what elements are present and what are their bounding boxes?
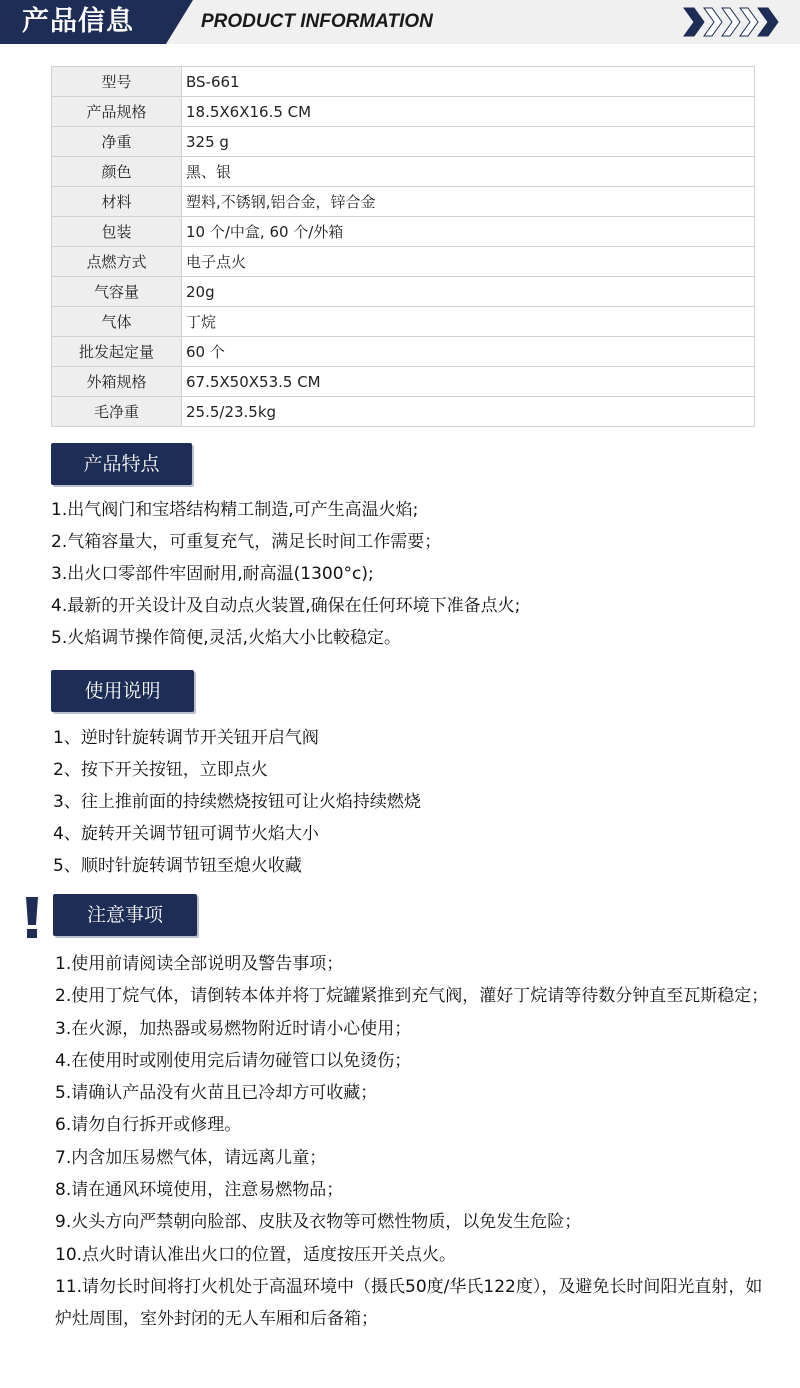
chevron-right-arrows-icon	[682, 6, 786, 38]
spec-label: 气容量	[52, 277, 182, 307]
spec-label: 型号	[52, 67, 182, 97]
feature-item: 5.火焰调节操作简便,灵活,火焰大小比較稳定。	[51, 628, 402, 648]
header-title: 产品信息	[22, 6, 134, 37]
spec-row	[52, 187, 755, 217]
spec-row	[52, 247, 755, 277]
header-subtitle: PRODUCT INFORMATION	[201, 11, 433, 32]
section-header	[0, 0, 800, 44]
features-title: 产品特点	[51, 443, 192, 485]
feature-item: 4.最新的开关设计及自动点火装置,确保在任何环境下准备点火;	[51, 596, 521, 616]
spec-row	[52, 97, 755, 127]
spec-value: 67.5X50X53.5 CM	[182, 367, 755, 397]
note-item: 9.火头方向严禁朝向脸部、皮肤及衣物等可燃性物质，以免发生危险；	[55, 1212, 582, 1233]
spec-value: BS-661	[182, 67, 755, 97]
spec-value: 20g	[182, 277, 755, 307]
usage-item: 3、往上推前面的持续燃烧按钮可让火焰持续燃烧	[53, 792, 421, 812]
spec-value: 18.5X6X16.5 CM	[182, 97, 755, 127]
feature-item: 1.出气阀门和宝塔结构精工制造,可产生高温火焰;	[51, 500, 419, 520]
spec-label: 产品规格	[52, 97, 182, 127]
note-item: 6.请勿自行拆开或修理。	[55, 1115, 242, 1136]
notes-list	[55, 948, 775, 1336]
spec-value: 电子点火	[182, 247, 755, 277]
spec-row	[52, 127, 755, 157]
note-item: 7.内含加压易燃气体，请远离儿童；	[55, 1147, 327, 1168]
spec-row	[52, 67, 755, 97]
note-item: 2.使用丁烷气体，请倒转本体并将丁烷罐紧推到充气阀，灌好丁烷请等待数分钟直至瓦斯稳定；	[55, 986, 769, 1007]
usage-item: 5、顺时针旋转调节钮至熄火收藏	[53, 856, 302, 876]
usage-title: 使用说明	[51, 670, 194, 712]
notes-title: 注意事项	[53, 894, 197, 936]
spec-value: 塑料,不锈钢,铝合金，锌合金	[182, 187, 755, 217]
note-item: 3.在火源，加热器或易燃物附近时请小心使用；	[55, 1018, 412, 1039]
features-list	[51, 494, 520, 654]
spec-label: 材料	[52, 187, 182, 217]
spec-label: 批发起定量	[52, 337, 182, 367]
note-item: 1.使用前请阅读全部说明及警告事项；	[55, 954, 344, 974]
spec-value: 10 个/中盒, 60 个/外箱	[182, 217, 755, 247]
spec-value: 25.5/23.5kg	[182, 397, 755, 427]
note-item: 8.请在通风环境使用，注意易燃物品；	[55, 1180, 344, 1201]
spec-value: 丁烷	[182, 307, 755, 337]
spec-row	[52, 217, 755, 247]
spec-label: 净重	[52, 127, 182, 157]
spec-row	[52, 277, 755, 307]
spec-value: 黑、银	[182, 157, 755, 187]
spec-value: 325 g	[182, 127, 755, 157]
usage-list	[53, 722, 421, 882]
note-item: 10.点火时请认准出火口的位置，适度按压开关点火。	[55, 1244, 457, 1265]
spec-label: 包装	[52, 217, 182, 247]
usage-item: 1、逆时针旋转调节开关钮开启气阀	[53, 728, 319, 748]
note-item: 4.在使用时或刚使用完后请勿碰管口以免烫伤；	[55, 1050, 412, 1071]
usage-item: 4、旋转开关调节钮可调节火焰大小	[53, 824, 319, 844]
exclamation-icon	[24, 897, 40, 939]
spec-label: 毛净重	[52, 397, 182, 427]
feature-item: 2.气箱容量大，可重复充气，满足长时间工作需要；	[51, 532, 442, 552]
note-item: 5.请确认产品没有火苗且已冷却方可收藏；	[55, 1083, 378, 1104]
spec-row	[52, 337, 755, 367]
note-item: 11.请勿长时间将打火机处于高温环境中（摄氏50度/华氏122度），及避免长时间阳光直射，如炉灶周围，室外封闭的无人车厢和后备箱；	[55, 1276, 763, 1330]
spec-label: 点燃方式	[52, 247, 182, 277]
spec-label: 颜色	[52, 157, 182, 187]
spec-row	[52, 307, 755, 337]
feature-item: 3.出火口零部件牢固耐用,耐高温(1300°c);	[51, 564, 374, 584]
spec-label: 外箱规格	[52, 367, 182, 397]
spec-row	[52, 157, 755, 187]
spec-row	[52, 397, 755, 427]
spec-table	[51, 66, 755, 427]
usage-item: 2、按下开关按钮，立即点火	[53, 760, 268, 780]
spec-label: 气体	[52, 307, 182, 337]
spec-row	[52, 367, 755, 397]
spec-value: 60 个	[182, 337, 755, 367]
